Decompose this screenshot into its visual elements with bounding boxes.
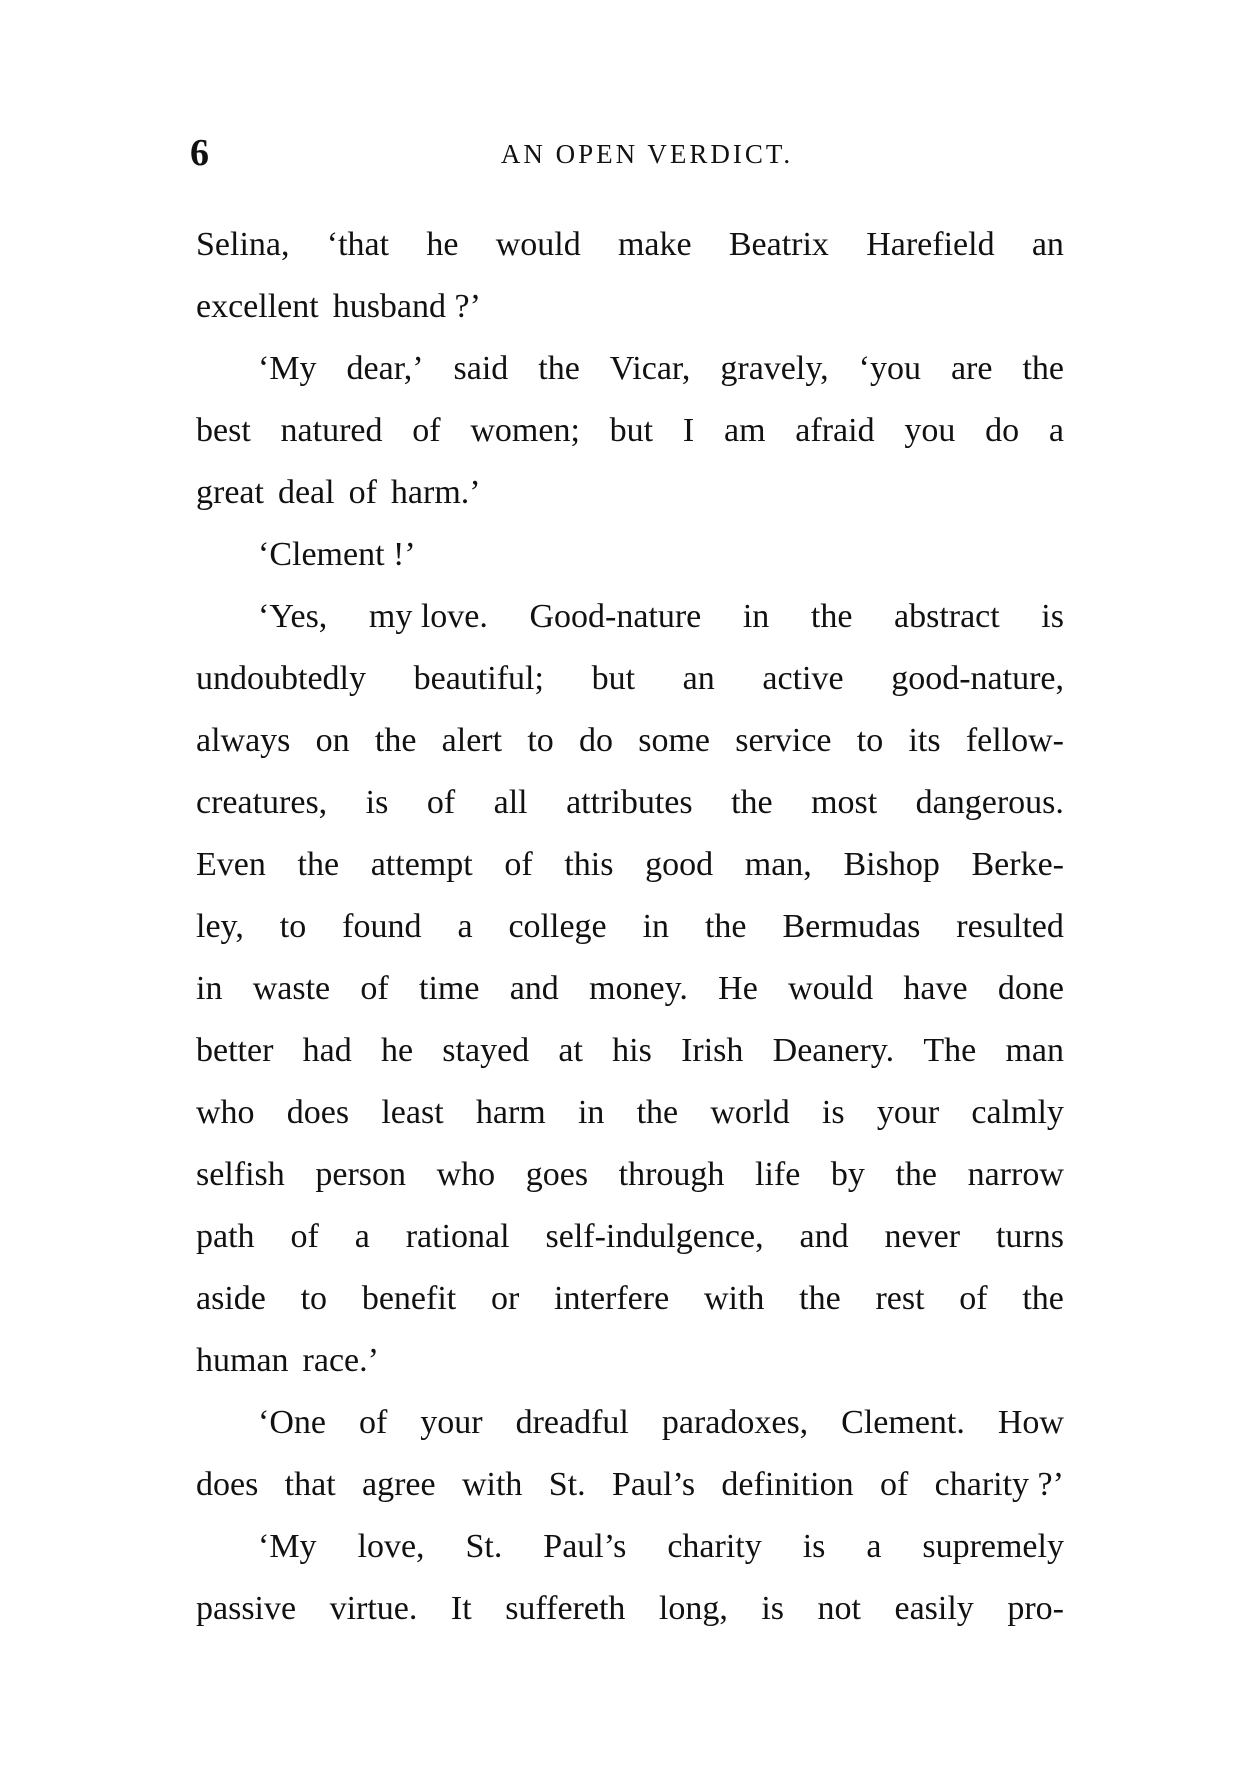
word: not (817, 1590, 861, 1627)
text-line (196, 1082, 1064, 1144)
word: the (704, 908, 747, 945)
word: had (302, 1032, 352, 1069)
word: done (997, 970, 1064, 1007)
word: time (419, 970, 480, 1007)
text-line (196, 586, 1064, 648)
text-line (196, 1268, 1064, 1330)
running-head (190, 128, 1068, 178)
text-line (196, 1144, 1064, 1206)
word: better (196, 1032, 274, 1069)
word: harm (475, 1094, 546, 1131)
word: ley, (196, 908, 244, 945)
word: always (196, 722, 291, 759)
word: path (196, 1218, 255, 1255)
word: never (884, 1218, 961, 1255)
word: supremely (922, 1528, 1064, 1565)
word: is (365, 784, 389, 821)
word: Even (196, 846, 266, 883)
word: man (1005, 1032, 1064, 1069)
word: Berke- (971, 846, 1064, 883)
text-line (196, 400, 1064, 462)
word: How (997, 1404, 1064, 1441)
word: least (381, 1094, 444, 1131)
text-line (196, 462, 1064, 524)
word: said (453, 350, 509, 387)
word: Paul’s (543, 1528, 627, 1565)
word: of (504, 846, 533, 883)
word: is (802, 1528, 826, 1565)
word: world (710, 1094, 790, 1131)
word: good (645, 846, 714, 883)
word: ‘Clement !’ (258, 536, 416, 573)
word: man, (744, 846, 812, 883)
word: of (360, 970, 389, 1007)
word: of (358, 1404, 388, 1441)
text-line (196, 710, 1064, 772)
word: the (374, 722, 417, 759)
text-line (196, 1516, 1064, 1578)
word: he (380, 1032, 414, 1069)
word: Harefield (866, 226, 995, 263)
word: I (682, 412, 695, 449)
word: love, (357, 1528, 425, 1565)
word: who (436, 1156, 496, 1193)
word: with (703, 1280, 765, 1317)
word: definition (721, 1466, 854, 1503)
word: charity ?’ (934, 1466, 1064, 1503)
word: he (426, 226, 459, 263)
word: ‘you (858, 350, 921, 387)
text-line (196, 1206, 1064, 1268)
word: St. (465, 1528, 503, 1565)
word: excellent (196, 288, 319, 325)
word: the (799, 1280, 841, 1317)
word: self-indulgence, (545, 1218, 764, 1255)
word: the (1022, 1280, 1064, 1317)
word: that (284, 1466, 336, 1503)
text-line (196, 1020, 1064, 1082)
running-title: AN OPEN VERDICT. (500, 139, 794, 169)
word: all (493, 784, 528, 821)
word: but (609, 412, 654, 449)
word: race.’ (302, 1342, 379, 1379)
word: human (196, 1342, 289, 1379)
word: does (286, 1094, 350, 1131)
word: of (879, 1466, 909, 1503)
word: but (591, 660, 636, 697)
word: to (300, 1280, 328, 1317)
word: most (811, 784, 878, 821)
text-line (196, 1392, 1064, 1454)
word: life (755, 1156, 801, 1193)
text-line (196, 648, 1064, 710)
word: stayed (442, 1032, 530, 1069)
word: goes (525, 1156, 589, 1193)
word: Deanery. (772, 1032, 895, 1069)
word: in (577, 1094, 605, 1131)
word: Bermudas (782, 908, 921, 945)
word: do (985, 412, 1020, 449)
text-line (196, 338, 1064, 400)
word: St. (548, 1466, 586, 1503)
word: deal (277, 474, 335, 511)
word: benefit (361, 1280, 457, 1317)
word: the (636, 1094, 679, 1131)
word: of (290, 1218, 319, 1255)
word: husband ?’ (332, 288, 481, 325)
word: this (564, 846, 614, 883)
page-number: 6 (190, 132, 209, 174)
text-line (196, 1454, 1064, 1516)
word: good-nature, (891, 660, 1064, 697)
body-text (196, 214, 1064, 1640)
word: afraid (795, 412, 875, 449)
word: found (342, 908, 422, 945)
word: would (495, 226, 581, 263)
word: a (866, 1528, 882, 1565)
word: an (682, 660, 715, 697)
word: calmly (971, 1094, 1064, 1131)
word: by (830, 1156, 865, 1193)
word: Selina, (196, 226, 290, 263)
word: attempt (370, 846, 473, 883)
word: am (723, 412, 766, 449)
word: in (196, 970, 223, 1007)
word: of (348, 474, 377, 511)
word: rest (875, 1280, 925, 1317)
word: the (538, 350, 580, 387)
word: and (799, 1218, 849, 1255)
word: your (876, 1094, 940, 1131)
word: college (508, 908, 607, 945)
word: turns (995, 1218, 1064, 1255)
word: is (1041, 598, 1064, 635)
word: a (457, 908, 473, 945)
word: or (490, 1280, 520, 1317)
word: ‘My (258, 1528, 317, 1565)
word: ‘that (326, 226, 390, 263)
word: the (731, 784, 773, 821)
word: It (450, 1590, 472, 1627)
word: a (1048, 412, 1064, 449)
word: fellow- (965, 722, 1064, 759)
word: in (642, 908, 670, 945)
text-line (196, 1578, 1064, 1640)
word: The (923, 1032, 977, 1069)
word: of (426, 784, 456, 821)
text-line (196, 524, 1064, 586)
word: waste (252, 970, 331, 1007)
word: active (762, 660, 844, 697)
word: at (558, 1032, 583, 1069)
text-line (196, 896, 1064, 958)
word: are (950, 350, 993, 387)
word: Paul’s (611, 1466, 696, 1503)
word: ‘My (258, 350, 317, 387)
word: abstract (894, 598, 1000, 635)
word: your (420, 1404, 483, 1441)
word: who (196, 1094, 255, 1131)
word: its (908, 722, 941, 759)
word: beautiful; (413, 660, 544, 697)
word: on (315, 722, 350, 759)
word: the (297, 846, 340, 883)
word: resulted (956, 908, 1064, 945)
word: aside (196, 1280, 266, 1317)
word: of (412, 412, 441, 449)
word: dangerous. (915, 784, 1064, 821)
word: with (461, 1466, 523, 1503)
word: He (718, 970, 758, 1007)
word: Irish (681, 1032, 744, 1069)
word: make (617, 226, 692, 263)
word: to (856, 722, 884, 759)
word: would (788, 970, 874, 1007)
word: through (618, 1156, 725, 1193)
text-line (196, 772, 1064, 834)
word: Bishop (843, 846, 940, 883)
word: does (196, 1466, 259, 1503)
word: a (354, 1218, 370, 1255)
word: narrow (967, 1156, 1064, 1193)
word: agree (362, 1466, 436, 1503)
word: best (196, 412, 251, 449)
word: Good-nature (529, 598, 702, 635)
word: the (895, 1156, 938, 1193)
text-line (196, 276, 1064, 338)
word: have (903, 970, 968, 1007)
word: interfere (554, 1280, 670, 1317)
word: some (638, 722, 711, 759)
word: my love. (368, 598, 488, 635)
word: ‘Yes, (258, 598, 328, 635)
word: an (1031, 226, 1064, 263)
word: his (612, 1032, 652, 1069)
text-line (196, 214, 1064, 276)
word: rational (405, 1218, 510, 1255)
word: in (742, 598, 770, 635)
text-line (196, 834, 1064, 896)
word: the (1022, 350, 1064, 387)
word: undoubtedly (196, 660, 366, 697)
word: and (509, 970, 559, 1007)
word: to (279, 908, 307, 945)
word: creatures, (196, 784, 328, 821)
word: easily (894, 1590, 974, 1627)
word: do (579, 722, 613, 759)
word: Clement. (841, 1404, 965, 1441)
word: dear,’ (346, 350, 424, 387)
word: natured (280, 412, 383, 449)
word: attributes (566, 784, 693, 821)
word: Beatrix (728, 226, 829, 263)
word: is (821, 1094, 845, 1131)
text-line (196, 1330, 1064, 1392)
word: selfish (196, 1156, 285, 1193)
word: of (959, 1280, 988, 1317)
word: great (196, 474, 264, 511)
word: harm.’ (390, 474, 481, 511)
word: the (810, 598, 853, 635)
word: alert (441, 722, 503, 759)
word: you (904, 412, 956, 449)
word: service (735, 722, 832, 759)
text-line (196, 958, 1064, 1020)
word: charity (667, 1528, 762, 1565)
word: paradoxes, (661, 1404, 809, 1441)
word: long, (658, 1590, 728, 1627)
word: gravely, (720, 350, 829, 387)
word: dreadful (515, 1404, 629, 1441)
word: women; (470, 412, 580, 449)
word: person (315, 1156, 407, 1193)
word: pro- (1007, 1590, 1064, 1627)
word: suffereth (505, 1590, 626, 1627)
word: is (761, 1590, 785, 1627)
word: Vicar, (609, 350, 691, 387)
word: to (527, 722, 554, 759)
word: money. (589, 970, 688, 1007)
word: virtue. (329, 1590, 418, 1627)
word: passive (196, 1590, 297, 1627)
word: ‘One (258, 1404, 326, 1441)
